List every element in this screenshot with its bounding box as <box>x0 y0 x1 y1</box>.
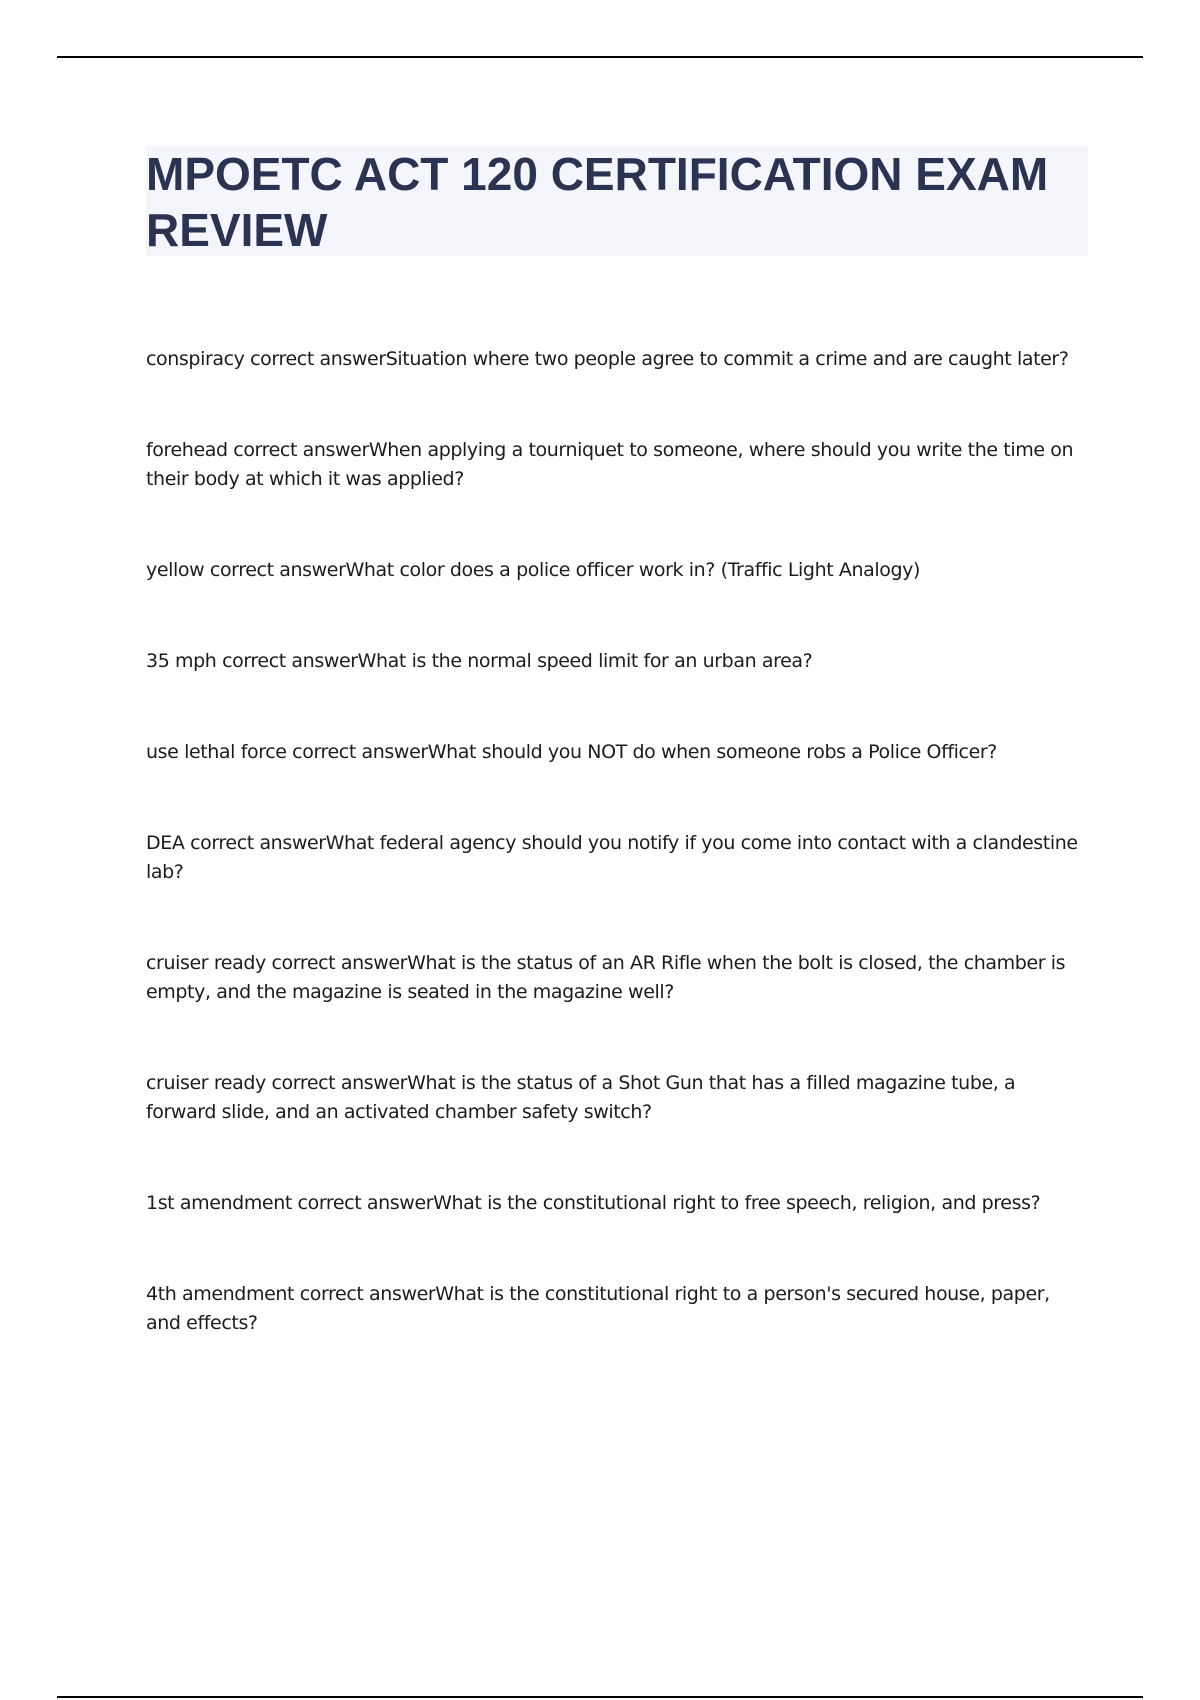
qa-entry: use lethal force correct answerWhat should you NOT do when someone robs a Police Officer? <box>146 741 997 763</box>
title-block <box>146 146 1088 256</box>
qa-entry: yellow correct answerWhat color does a police officer work in? (Traffic Light Analogy) <box>146 559 921 581</box>
qa-entry: 1st amendment correct answerWhat is the constitutional right to free speech, religion, and press? <box>146 1192 1041 1214</box>
document-title: MPOETC ACT 120 CERTIFICATION EXAM REVIEW <box>146 148 1049 256</box>
qa-entry: cruiser ready correct answerWhat is the status of a Shot Gun that has a filled magazine tube, a forward slide, and an activated chamber safety switch? <box>146 1072 1016 1123</box>
qa-entry: forehead correct answerWhen applying a tourniquet to someone, where should you write the time on their body at which it was applied? <box>146 439 1074 490</box>
qa-list <box>146 345 1086 1338</box>
top-rule <box>57 56 1143 58</box>
qa-entry: 4th amendment correct answerWhat is the constitutional right to a person's secured house, paper, and effects? <box>146 1283 1050 1334</box>
qa-entry: cruiser ready correct answerWhat is the status of an AR Rifle when the bolt is closed, the chamber is empty, and the magazine is seated in the magazine well? <box>146 952 1066 1003</box>
qa-entry: 35 mph correct answerWhat is the normal speed limit for an urban area? <box>146 650 813 672</box>
qa-entry: conspiracy correct answerSituation where two people agree to commit a crime and are caught later? <box>146 348 1069 370</box>
qa-entry: DEA correct answerWhat federal agency should you notify if you come into contact with a clandestine lab? <box>146 832 1078 883</box>
bottom-rule <box>57 1696 1143 1698</box>
